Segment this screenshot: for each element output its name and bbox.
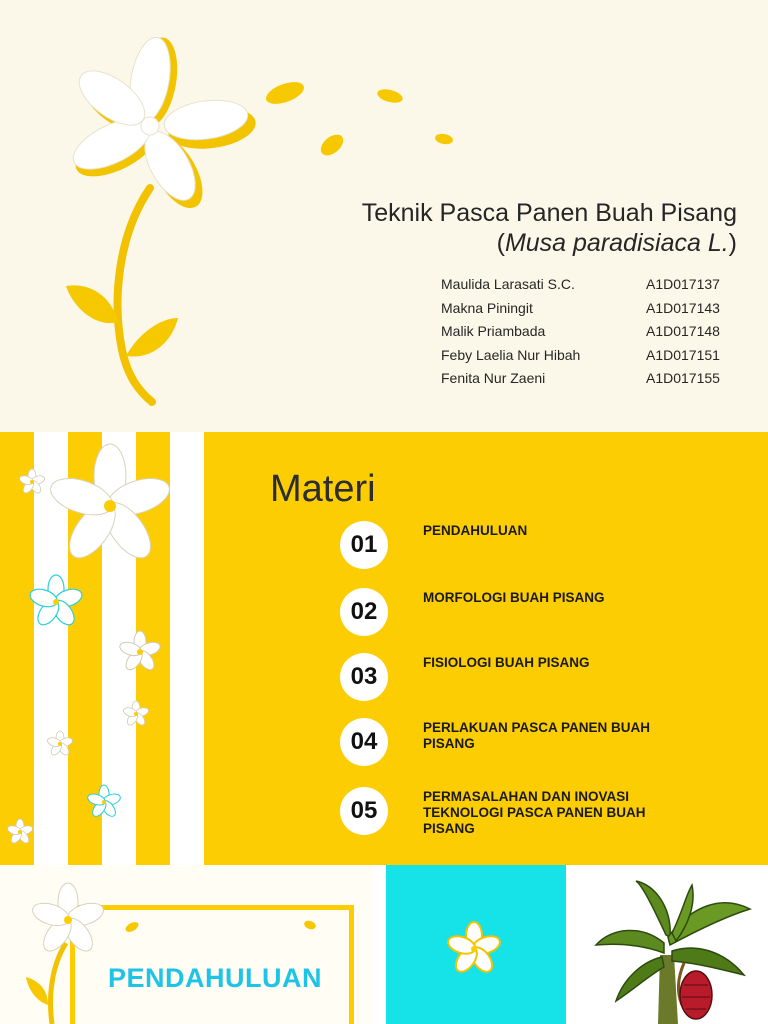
author-name: Fenita Nur Zaeni (441, 370, 546, 386)
author-row (441, 347, 741, 371)
paper-flower-icon (18, 469, 45, 495)
author-row (441, 323, 741, 347)
falling-petals (263, 78, 454, 160)
leaf-left (66, 285, 118, 323)
author-id: A1D017137 (646, 276, 720, 292)
leaf-right (126, 318, 178, 357)
author-id: A1D017155 (646, 370, 720, 386)
cover-slide (0, 0, 768, 432)
cyan-slide-thumbnail[interactable] (386, 865, 566, 1024)
paper-flower-icon (122, 701, 149, 727)
author-row (441, 300, 741, 324)
paper-flower-icon (28, 575, 84, 629)
contents-item-label: MORFOLOGI BUAH PISANG (423, 590, 605, 605)
author-name: Feby Laelia Nur Hibah (441, 346, 581, 363)
item-number-badge: 04 (340, 718, 388, 766)
author-id: A1D017148 (646, 323, 720, 339)
paper-flower-icon (386, 865, 566, 1024)
contents-slide (0, 432, 768, 865)
petal-icon (317, 131, 347, 160)
paper-flower-icon (6, 819, 33, 845)
contents-item-label: PERMASALAHAN DAN INOVASI TEKNOLOGI PASCA PANEN BUAH PISANG (423, 789, 646, 836)
petal-icon (303, 919, 317, 931)
cover-title-main: Teknik Pasca Panen Buah Pisang (361, 199, 737, 227)
banana-plant-icon (572, 865, 768, 1024)
author-name: Malik Priambada (441, 323, 546, 339)
cover-title (240, 198, 737, 258)
author-name: Makna Piningit (441, 299, 533, 316)
petal-icon (376, 87, 404, 105)
contents-item-label: PERLAKUAN PASCA PANEN BUAH PISANG (423, 720, 651, 751)
petal-icon (124, 920, 140, 934)
item-number-badge: 05 (340, 787, 388, 835)
intro-slide-strip (0, 865, 768, 1024)
contents-item-label: PENDAHULUAN (423, 523, 528, 538)
paper-flower-icon (118, 631, 162, 673)
author-row (441, 276, 741, 300)
paper-flower-icon (30, 883, 107, 956)
author-id: A1D017143 (646, 299, 720, 316)
contents-heading: Materi (270, 468, 376, 510)
item-number-badge: 01 (340, 521, 388, 569)
scientific-name: Musa paradisiaca L. (504, 229, 729, 257)
paper-flower-icon (46, 444, 174, 566)
petal-icon (434, 133, 453, 146)
item-number-badge: 02 (340, 588, 388, 636)
author-row (441, 370, 741, 394)
item-number-badge: 03 (340, 653, 388, 701)
author-list (441, 276, 741, 394)
flower-decoration (0, 865, 372, 1024)
paper-flower-icon (86, 785, 121, 819)
intro-title: PENDAHULUAN (108, 963, 322, 993)
author-name: Maulida Larasati S.C. (441, 276, 575, 292)
cover-title-scientific: (Musa paradisiaca L.) (496, 229, 737, 257)
paper-flower-icon (46, 731, 73, 757)
petal-icon (263, 78, 307, 109)
author-id: A1D017151 (646, 346, 720, 363)
contents-item-label: FISIOLOGI BUAH PISANG (423, 655, 590, 670)
banana-slide-thumbnail[interactable] (572, 865, 768, 1024)
intro-slide-thumbnail[interactable] (0, 865, 372, 1024)
flower-decoration (0, 432, 210, 865)
